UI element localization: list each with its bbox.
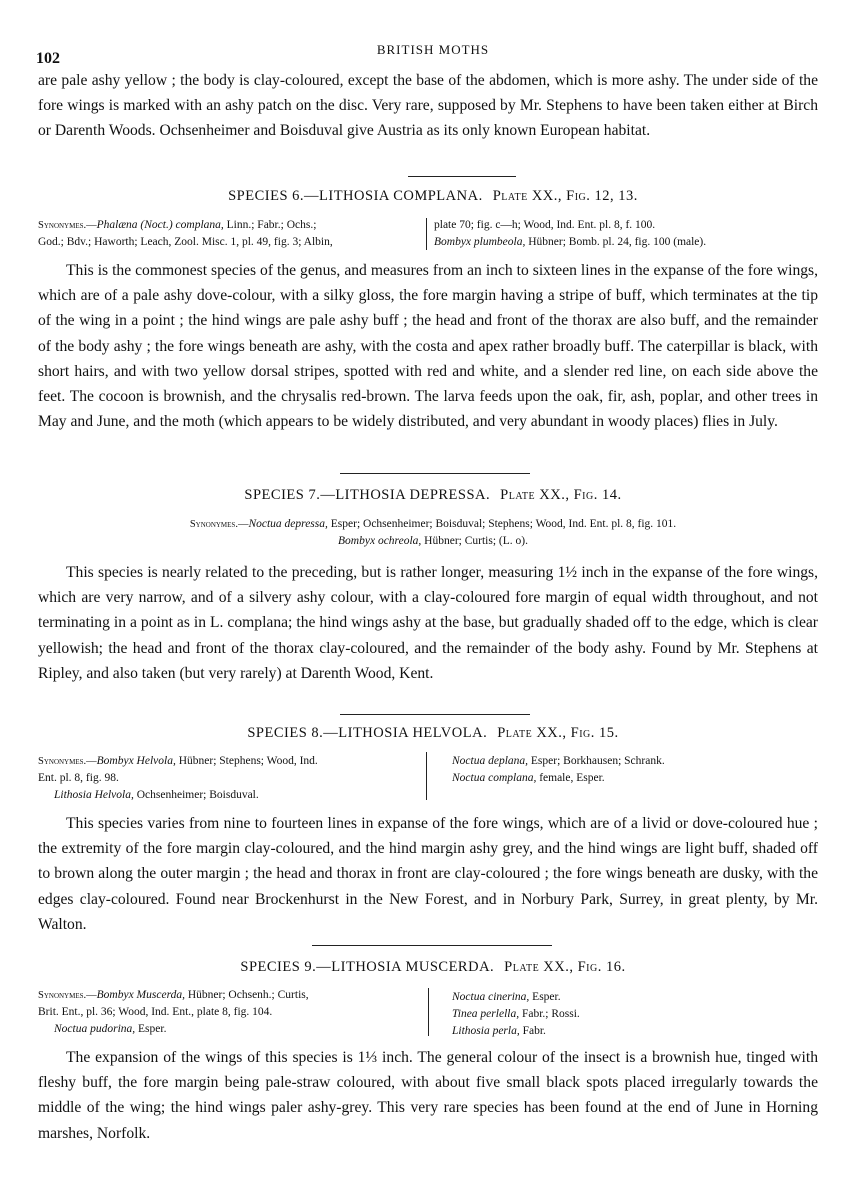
synonym-text: Ent. pl. 8, fig. 98. <box>38 772 119 784</box>
synonym-name: Bombyx Helvola, <box>96 755 176 767</box>
species-8-title: SPECIES 8.—LITHOSIA HELVOLA. <box>247 725 488 741</box>
synonym-text: Esper; Ochsenheimer; Boisduval; Stephens; Wood, Ind. Ent. pl. 8, fig. 101. <box>327 518 677 530</box>
synonym-text: Brit. Ent., pl. 36; Wood, Ind. Ent., plate 8, fig. 104. <box>38 1006 273 1018</box>
synonyms-label: Synonymes.— <box>189 519 249 530</box>
synonym-name: Lithosia perla, <box>452 1025 520 1037</box>
page-number: 102 <box>36 50 60 67</box>
synonym-text: female, Esper. <box>536 772 605 784</box>
synonym-text: Hübner; Stephens; Wood, Ind. <box>175 755 318 767</box>
species-7-title: SPECIES 7.—LITHOSIA DEPRESSA. <box>244 487 491 503</box>
synonym-text: God.; Bdv.; Haworth; Leach, Zool. Misc. 1, pl. 49, fig. 3; Albin, <box>38 236 333 248</box>
species-8-plate: Plate XX., Fig. 15. <box>497 725 619 741</box>
section-rule <box>340 473 530 474</box>
synonym-text: Esper; Borkhausen; Schrank. <box>528 755 665 767</box>
species-6-title: SPECIES 6.—LITHOSIA COMPLANA. <box>228 188 483 204</box>
species-9-title: SPECIES 9.—LITHOSIA MUSCERDA. <box>240 959 495 975</box>
species-8-description: This species varies from nine to fourteen lines in expanse of the fore wings, which are of a livid or dove-coloured hue ; the extremity of the fore margin clay-coloured, and the hind margin ashy grey, and the hind wings are light buff, shaded off to brown along the outer margin ; the head and thorax in front are clay-coloured ; the fore wings beneath are dusky, with the edges clay-coloured. Found near Brockenhurst in the New Forest, and in Norbury Park, Surrey, in great plenty, by Mr. Walton. <box>38 815 818 933</box>
synonym-name: Noctua cinerina, <box>452 991 530 1003</box>
synonym-text: Hübner; Curtis; (L. o). <box>421 535 528 547</box>
synonym-name: Noctua deplana, <box>452 755 529 767</box>
section-rule <box>340 714 530 715</box>
species-9-synonyms-left <box>38 987 424 1038</box>
synonym-name: Noctua pudorina, <box>54 1023 136 1035</box>
synonym-text: Linn.; Fabr.; Ochs.; <box>223 219 317 231</box>
synonym-divider <box>426 752 427 800</box>
synonym-name: Noctua depressa, <box>248 518 328 530</box>
synonyms-label: Synonymes.— <box>38 990 97 1001</box>
synonym-name: Bombyx Muscerda, <box>96 989 185 1001</box>
synonym-text: Fabr.; Rossi. <box>519 1008 580 1020</box>
species-6-synonyms-right <box>434 217 834 251</box>
synonym-name: Bombyx plumbeola, <box>434 236 526 248</box>
synonym-text: Esper. <box>135 1023 167 1035</box>
section-rule <box>312 945 552 946</box>
synonym-text: Esper. <box>529 991 561 1003</box>
species-6-heading <box>0 188 866 205</box>
synonym-divider <box>426 218 427 250</box>
synonym-text: Ochsenheimer; Boisduval. <box>133 789 259 801</box>
species-9-heading <box>0 959 866 976</box>
section-rule <box>408 176 516 177</box>
synonym-name: Phalæna (Noct.) complana, <box>96 219 224 231</box>
synonym-divider <box>428 988 429 1036</box>
synonym-name: Bombyx ochreola, <box>338 535 422 547</box>
synonym-text: Hübner; Bomb. pl. 24, fig. 100 (male). <box>525 236 707 248</box>
synonym-text: plate 70; fig. c—h; Wood, Ind. Ent. pl. 8, f. 100. <box>434 219 656 231</box>
species-9-plate: Plate XX., Fig. 16. <box>504 959 626 975</box>
synonyms-label: Synonymes.— <box>38 220 97 231</box>
species-7-synonyms <box>60 516 806 550</box>
species-7-heading <box>0 487 866 504</box>
species-9-description: The expansion of the wings of this species is 1⅓ inch. The general colour of the insect is a brownish hue, tinged with fleshy buff, the fore margin being pale-straw coloured, with about five small black spots placed irregularly towards the middle of the wing; the hind wings paler ashy-grey. This very rare species has been found at the end of June in Horning marshes, Norfolk. <box>38 1049 818 1142</box>
species-6-description: This is the commonest species of the genus, and measures from an inch to sixteen lines in the expanse of the fore wings, which are of a pale ashy dove-colour, with a silky gloss, the fore margin having a stripe of buff, which terminates at the tip of the wing in a point ; the hind wings are pale ashy buff ; the head and front of the thorax are also buff, and the remainder of the body ashy ; the fore wings beneath are ashy, with the costa and apex rather broadly buff. The caterpillar is black, with short hairs, and with two yellow dorsal stripes, spotted with red and white, and a slender red line, on each side above the feet. The cocoon is brownish, and the chrysalis red-brown. The larva feeds upon the oak, fir, ash, poplar, and other trees in May and June, and the moth (which appears to be widely distributed, and very abundant in woody places) flies in July. <box>38 262 818 431</box>
species-9-synonyms-right <box>452 989 832 1040</box>
synonym-name: Tinea perlella, <box>452 1008 520 1020</box>
species-7-description: This species is nearly related to the preceding, but is rather longer, measuring 1½ inch in the expanse of the fore wings, which are very narrow, and of a silvery ashy colour, with a clay-coloured fore margin of equal width throughout, and not terminating in a point as in L. complana; the hind wings ashy at the base, but gradually shaded off to the edge, which is clear yellowish; the head and front of the thorax clay-coloured, and the remainder of the body ashy. Found by Mr. Stephens at Ripley, and also taken (but very rarely) at Darenth Wood, Kent. <box>38 564 818 682</box>
species-6-synonyms-left <box>38 217 424 251</box>
synonym-name: Noctua complana, <box>452 772 537 784</box>
synonym-text: Fabr. <box>519 1025 546 1037</box>
synonym-name: Lithosia Helvola, <box>54 789 134 801</box>
intro-paragraph: are pale ashy yellow ; the body is clay-coloured, except the base of the abdomen, which is more ashy. The under side of the fore wings is marked with an ashy patch on the disc. Very rare, supposed by Mr. Stephens to have been taken either at Birch or Darenth Woods. Ochsenheimer and Boisduval give Austria as its only known European habitat. <box>38 72 818 140</box>
species-6-plate: Plate XX., Fig. 12, 13. <box>492 188 638 204</box>
species-8-heading <box>0 725 866 742</box>
synonyms-label: Synonymes.— <box>38 756 97 767</box>
synonym-text: Hübner; Ochsenh.; Curtis, <box>185 989 309 1001</box>
species-8-synonyms-right <box>452 753 832 787</box>
running-title: BRITISH MOTHS <box>376 42 490 57</box>
species-7-plate: Plate XX., Fig. 14. <box>500 487 622 503</box>
species-8-synonyms-left <box>38 753 422 804</box>
